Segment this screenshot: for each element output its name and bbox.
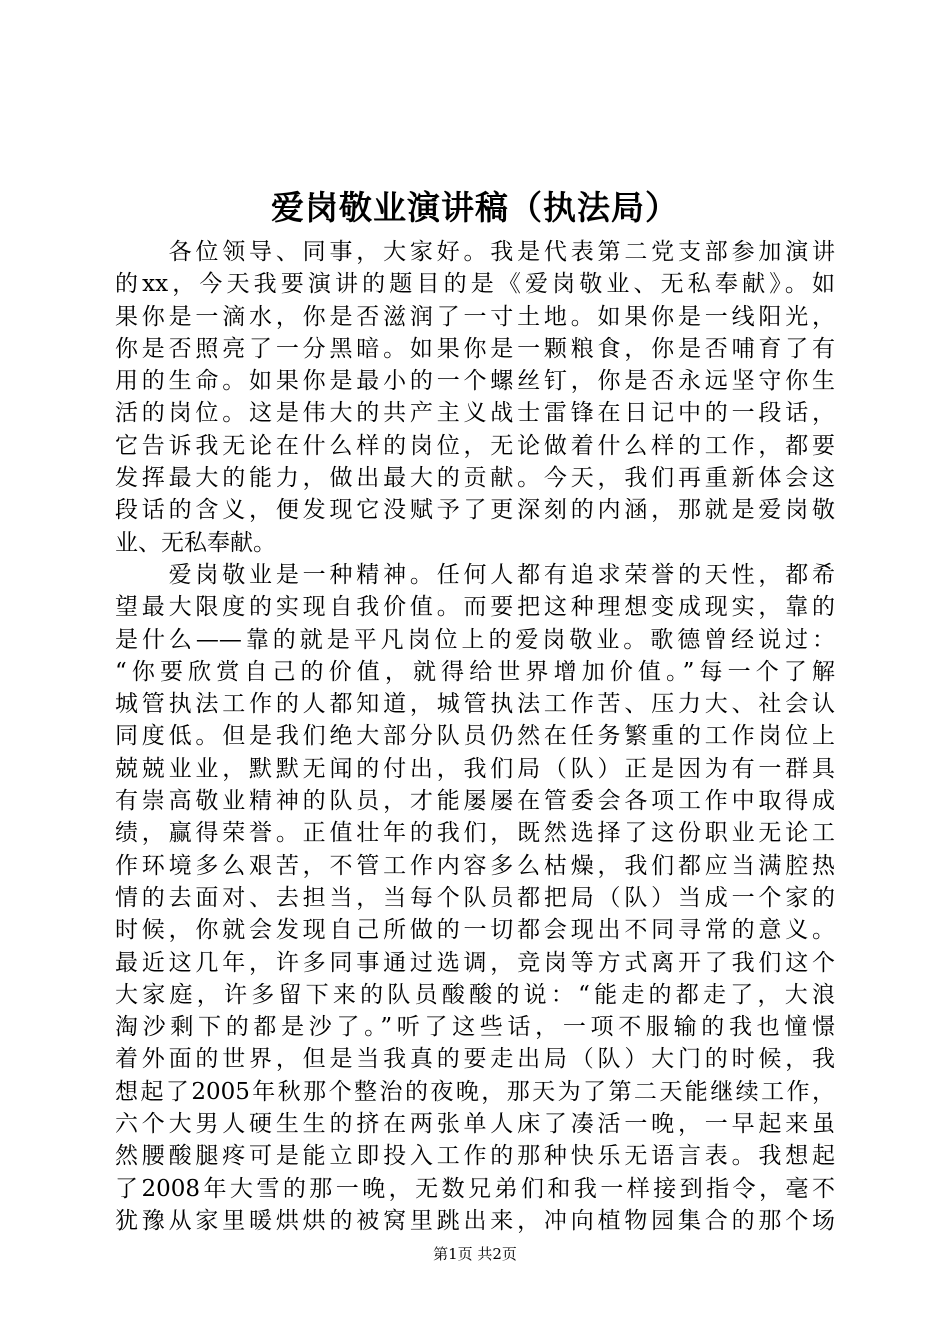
body-line: 果你是一滴水，你是否滋润了一寸土地。如果你是一线阳光， xyxy=(115,303,835,330)
body-line: 望最大限度的实现自我价值。而要把这种理想变成现实，靠的 xyxy=(115,594,835,621)
body-line: 淘沙剩下的都是沙了。”听了这些话，一项不服输的我也憧憬 xyxy=(115,1014,835,1041)
body-line: 你是否照亮了一分黑暗。如果你是一颗粮食，你是否哺育了有 xyxy=(115,335,835,362)
body-line: 它告诉我无论在什么样的岗位，无论做着什么样的工作，都要 xyxy=(115,432,835,459)
body-line: 情的去面对、去担当，当每个队员都把局（队）当成一个家的 xyxy=(115,884,835,911)
body-line: 绩，赢得荣誉。正值壮年的我们，既然选择了这份职业无论工 xyxy=(115,820,835,847)
body-line: 业、无私奉献。 xyxy=(115,529,276,556)
body-line: 有崇高敬业精神的队员，才能屡屡在管委会各项工作中取得成 xyxy=(115,788,835,815)
body-line: 活的岗位。这是伟大的共产主义战士雷锋在日记中的一段话， xyxy=(115,400,835,427)
body-line: 了2008年大雪的那一晚，无数兄弟们和我一样接到指令，毫不 xyxy=(115,1175,835,1202)
document-body xyxy=(115,236,835,1237)
body-line: 着外面的世界，但是当我真的要走出局（队）大门的时候，我 xyxy=(115,1046,835,1073)
body-line: 段话的含义，便发现它没赋予了更深刻的内涵，那就是爱岗敬 xyxy=(115,497,835,524)
page-number-footer: 第1页 共2页 xyxy=(433,1245,517,1263)
body-line: 最近这几年，许多同事通过选调，竞岗等方式离开了我们这个 xyxy=(115,949,835,976)
body-line: 时候，你就会发现自己所做的一切都会现出不同寻常的意义。 xyxy=(115,917,835,944)
body-line: 犹豫从家里暖烘烘的被窝里跳出来，冲向植物园集合的那个场 xyxy=(115,1207,835,1234)
body-line: 发挥最大的能力，做出最大的贡献。今天，我们再重新体会这 xyxy=(115,465,835,492)
body-line: 六个大男人硬生生的挤在两张单人床了凑活一晚，一早起来虽 xyxy=(115,1111,835,1138)
body-line: 然腰酸腿疼可是能立即投入工作的那种快乐无语言表。我想起 xyxy=(115,1143,835,1170)
document-title: 爱岗敬业演讲稿（执法局） xyxy=(271,188,679,227)
body-line: 的xx，今天我要演讲的题目的是《爱岗敬业、无私奉献》。如 xyxy=(115,271,835,298)
body-line: 想起了2005年秋那个整治的夜晚，那天为了第二天能继续工作， xyxy=(115,1078,835,1105)
body-line: “你要欣赏自己的价值，就得给世界增加价值。”每一个了解 xyxy=(115,658,835,685)
body-line: 同度低。但是我们绝大部分队员仍然在任务繁重的工作岗位上 xyxy=(115,723,835,750)
body-line: 用的生命。如果你是最小的一个螺丝钉，你是否永远坚守你生 xyxy=(115,368,835,395)
body-line: 作环境多么艰苦，不管工作内容多么枯燥，我们都应当满腔热 xyxy=(115,852,835,879)
body-line: 爱岗敬业是一种精神。任何人都有追求荣誉的天性，都希 xyxy=(115,561,835,588)
body-line: 各位领导、同事，大家好。我是代表第二党支部参加演讲 xyxy=(115,239,835,265)
body-line: 兢兢业业，默默无闻的付出，我们局（队）正是因为有一群具 xyxy=(115,755,835,782)
body-line: 是什么——靠的就是平凡岗位上的爱岗敬业。歌德曾经说过： xyxy=(115,626,835,653)
body-line: 城管执法工作的人都知道，城管执法工作苦、压力大、社会认 xyxy=(115,691,835,718)
body-line: 大家庭，许多留下来的队员酸酸的说：“能走的都走了，大浪 xyxy=(115,981,835,1008)
